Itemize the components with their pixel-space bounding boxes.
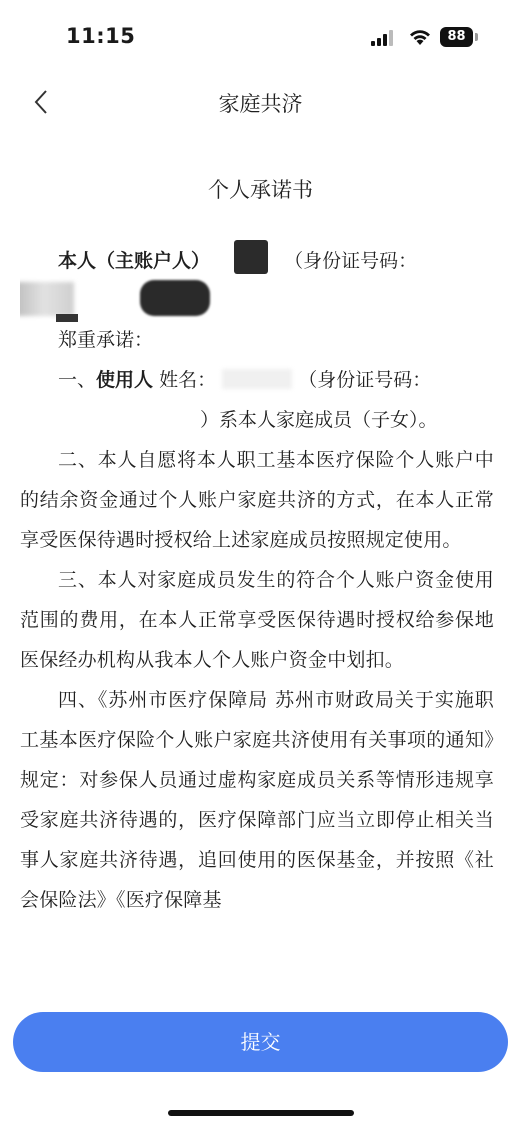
wifi-icon [408, 27, 432, 47]
name-label: 姓名： [159, 369, 217, 391]
document-body [20, 240, 494, 998]
redacted-user-name [222, 369, 292, 389]
item-prefix: 一、 [58, 369, 97, 391]
status-bar [0, 0, 521, 80]
redacted-name [234, 240, 268, 274]
page-title: 家庭共济 [218, 92, 303, 116]
pledge-line: 郑重承诺： [58, 329, 154, 351]
declarant-line [20, 240, 494, 280]
status-time: 11:15 [66, 24, 136, 48]
redacted-id-part1 [20, 282, 74, 316]
redacted-id-part3 [140, 280, 210, 316]
nav-bar [0, 80, 521, 124]
id-label: （身份证号码： [284, 250, 418, 272]
home-indicator [168, 1110, 354, 1116]
cellular-signal-icon [371, 30, 397, 46]
redacted-id-line [20, 280, 494, 320]
submit-button[interactable]: 提交 [13, 1012, 508, 1072]
declarant-label: 本人（主账户人） [58, 250, 211, 272]
document-title: 个人承诺书 [208, 178, 313, 202]
relation-line: ）系本人家庭成员（子女）。 [200, 409, 438, 431]
user-line [20, 360, 494, 400]
user-label: 使用人 [96, 369, 154, 391]
clause-2: 二、本人自愿将本人职工基本医疗保险个人账户中的结余资金通过个人账户家庭共济的方式，在本人正常享受医保待遇时授权给上述家庭成员按照规定使用。 [20, 449, 494, 551]
user-id-label: （身份证号码： [298, 369, 432, 391]
clause-4: 四、《苏州市医疗保障局 苏州市财政局关于实施职工基本医疗保险个人账户家庭共济使用有关事项的通知》规定：对参保人员通过虚构家庭成员关系等情形违规享受家庭共济待遇的，医疗保障部门应当立即停止相关当事人家庭共济待遇，追回使用的医保基金，并按照《社会保险法》《医疗保障基 [20, 689, 494, 911]
battery-tip [475, 33, 478, 41]
clause-3: 三、本人对家庭成员发生的符合个人账户资金使用范围的费用，在本人正常享受医保待遇时授权给参保地医保经办机构从我本人个人账户资金中划扣。 [20, 569, 494, 671]
battery-icon: 88 [440, 27, 473, 47]
